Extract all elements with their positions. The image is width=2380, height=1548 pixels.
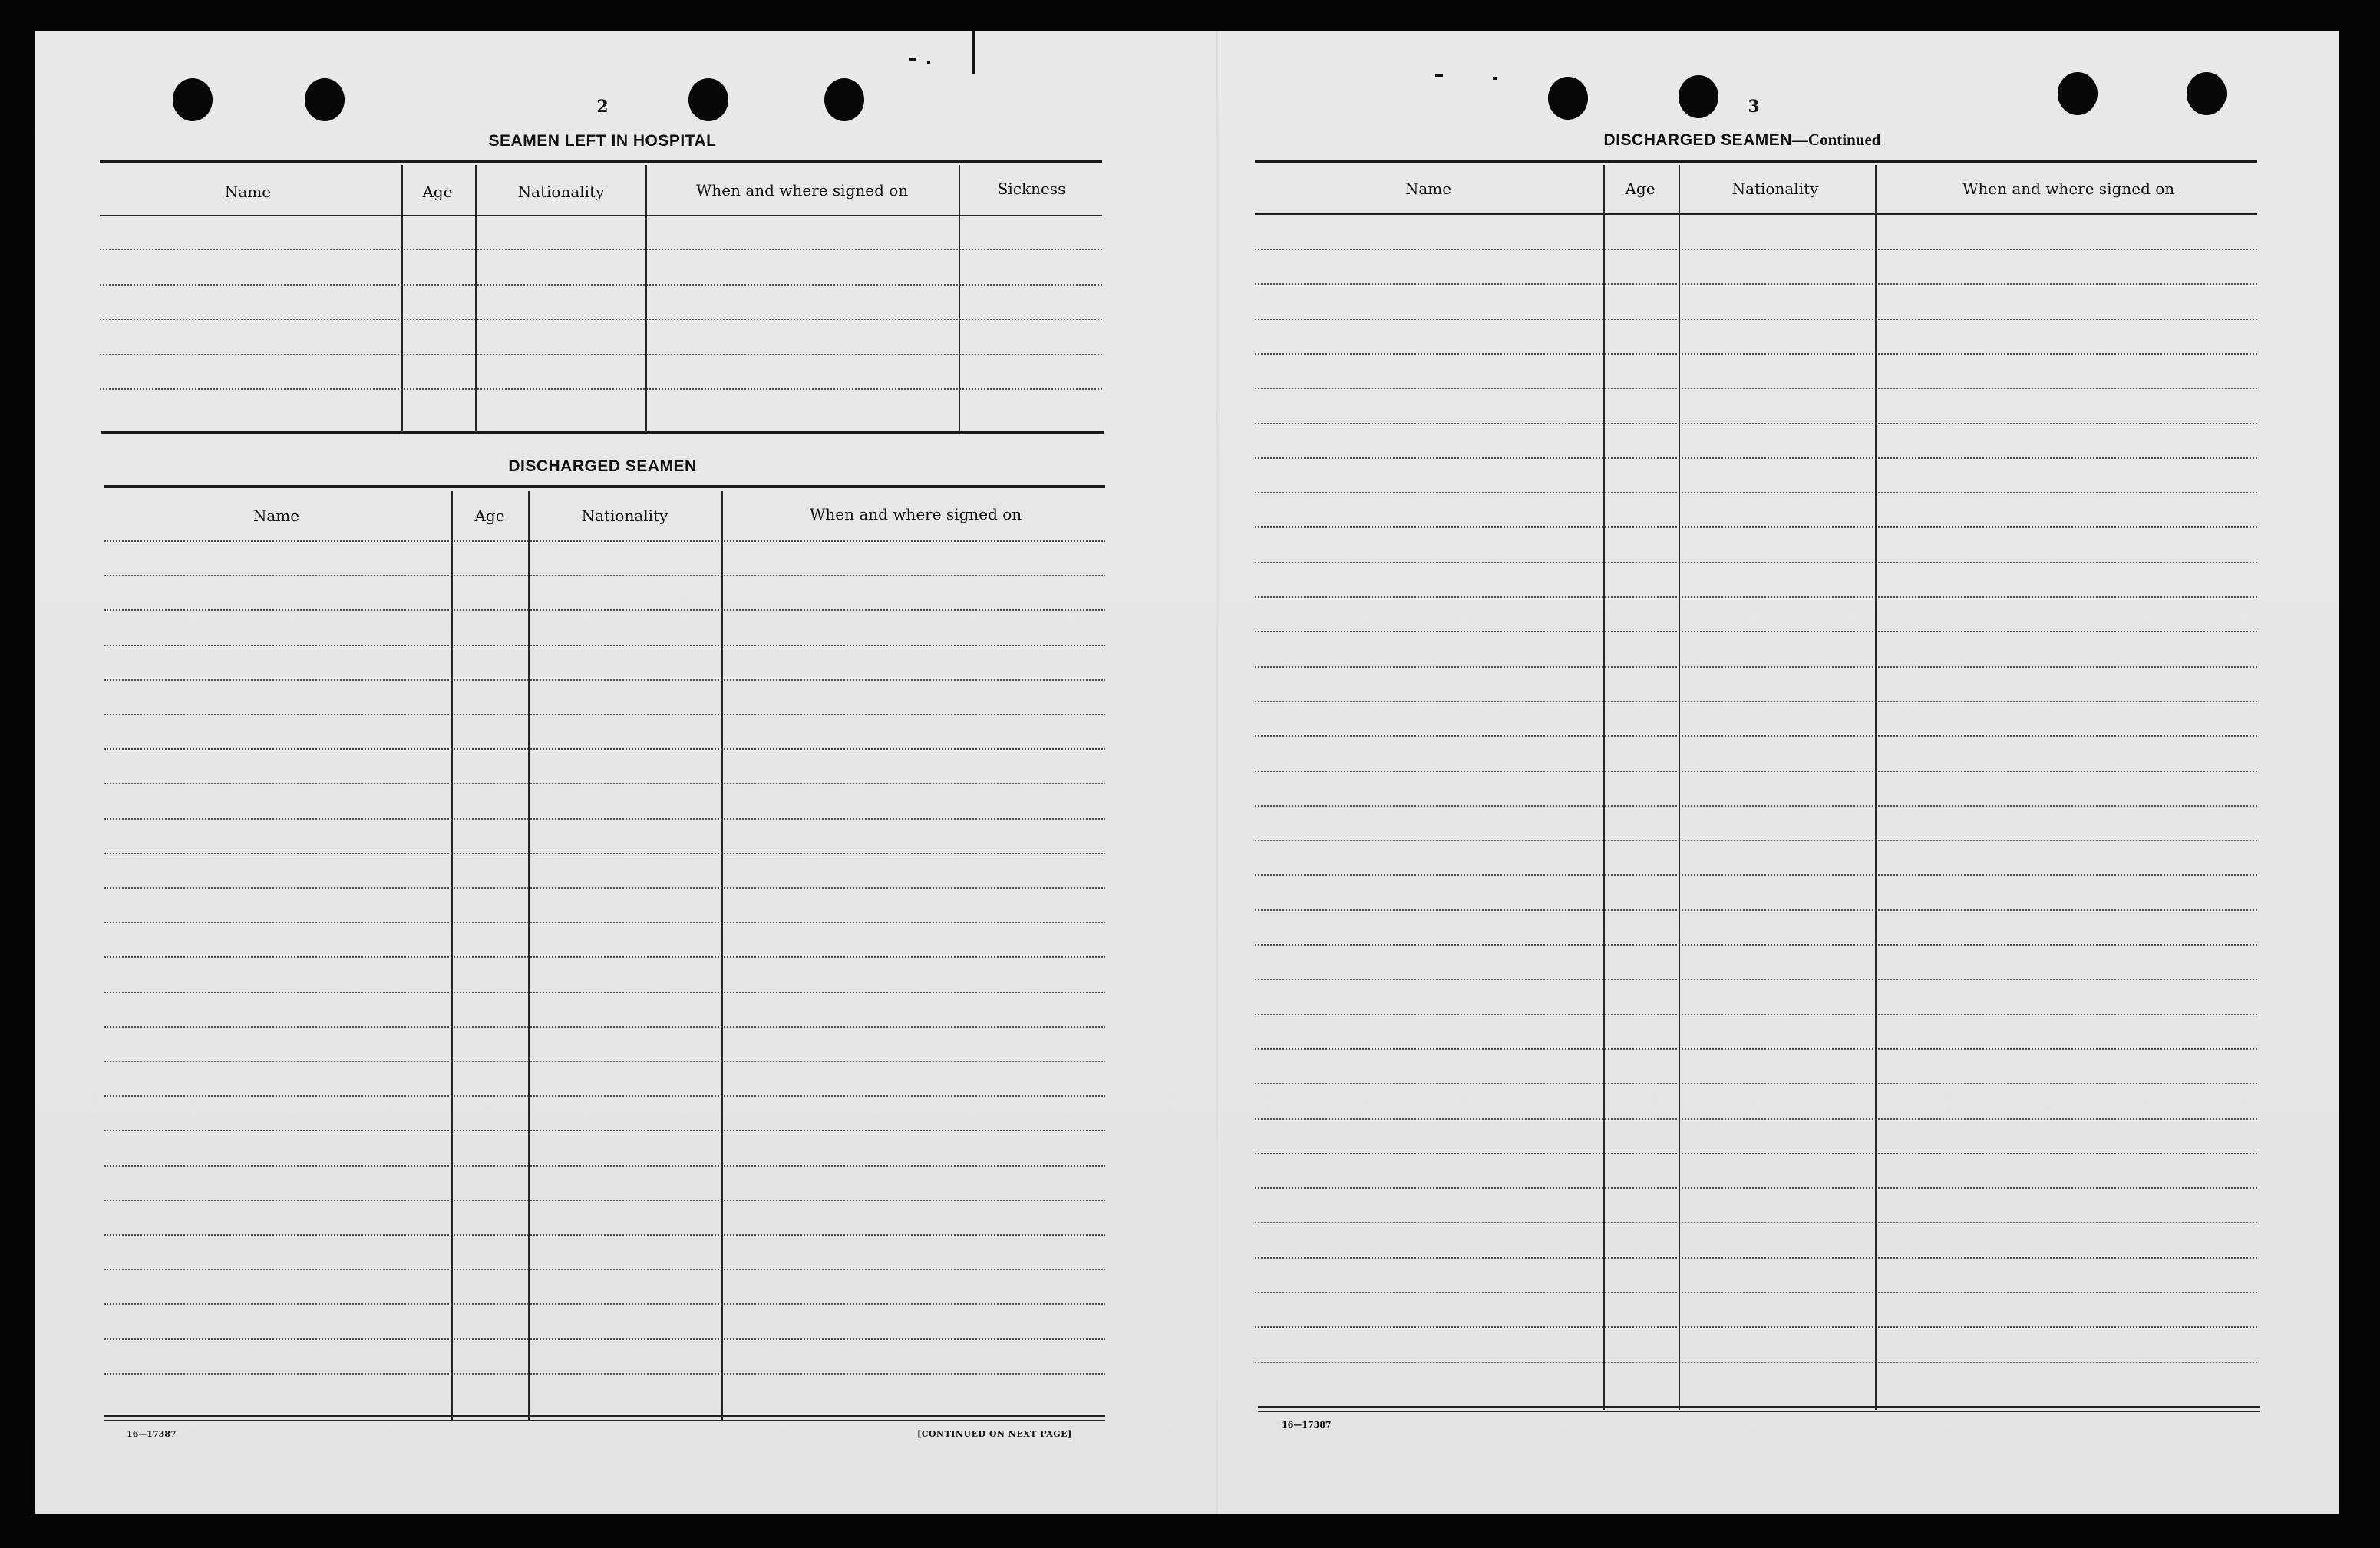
hospital-col-sickness: Sickness — [997, 180, 1066, 198]
ruled-line — [104, 818, 1105, 820]
ruled-line — [104, 1026, 1105, 1028]
ruled-line — [1255, 1014, 2257, 1015]
ruled-line — [104, 1303, 1105, 1305]
ruled-line — [104, 540, 1105, 542]
hospital-section-title: SEAMEN LEFT IN HOSPITAL — [488, 132, 717, 150]
center-fold — [1216, 31, 1220, 1514]
hospital-table-bottom-rule — [101, 431, 1104, 434]
punch-hole — [1548, 77, 1588, 120]
ruled-line — [1255, 492, 2257, 493]
discharged-col-divider — [451, 491, 453, 1420]
punch-hole — [824, 78, 864, 121]
ruled-line — [104, 1200, 1105, 1201]
right-header-rule — [1255, 213, 2257, 215]
ruled-line — [1255, 666, 2257, 668]
hospital-col-nationality: Nationality — [517, 183, 605, 201]
form-code-left: 16—17387 — [127, 1429, 177, 1439]
ruled-line — [1255, 1153, 2257, 1154]
discharged-col-divider — [721, 491, 723, 1420]
right-col-when-where: When and where signed on — [1962, 180, 2175, 198]
right-section-title-main: DISCHARGED SEAMEN — [1603, 131, 1792, 149]
punch-hole — [173, 78, 213, 121]
discharged-col-nationality: Nationality — [581, 507, 668, 525]
ruled-line — [1255, 388, 2257, 389]
ruled-line — [104, 1095, 1105, 1097]
right-bottom-rule — [1258, 1411, 2260, 1412]
ruled-line — [100, 284, 1102, 286]
ruled-line — [104, 679, 1105, 681]
ruled-line — [1255, 1118, 2257, 1120]
discharged-col-when-where: When and where signed on — [809, 505, 1022, 523]
ruled-line — [104, 1338, 1105, 1340]
punch-hole — [1679, 75, 1718, 118]
ruled-line — [1255, 701, 2257, 702]
hospital-col-divider — [401, 165, 403, 434]
hospital-table-top-rule — [100, 160, 1102, 163]
punch-hole — [2058, 72, 2098, 115]
ruled-line — [1255, 735, 2257, 737]
ruled-line — [100, 388, 1102, 390]
discharged-col-age: Age — [474, 507, 505, 525]
stray-mark — [927, 61, 930, 64]
punch-hole — [688, 78, 728, 121]
punch-hole — [2187, 72, 2227, 115]
ruled-line — [100, 319, 1102, 320]
ruled-line — [1255, 1292, 2257, 1293]
ruled-line — [1255, 1222, 2257, 1223]
document-sheet — [35, 31, 2339, 1514]
right-table-top-rule — [1255, 160, 2257, 163]
stray-mark — [909, 58, 916, 61]
ruled-line — [104, 887, 1105, 889]
ruled-line — [104, 1165, 1105, 1167]
ruled-line — [1255, 771, 2257, 772]
ruled-line — [1255, 1048, 2257, 1050]
discharged-section-title: DISCHARGED SEAMEN — [508, 457, 697, 475]
ruled-line — [1255, 283, 2257, 285]
right-section-title — [1604, 130, 1881, 150]
discharged-col-name: Name — [253, 507, 300, 525]
ruled-line — [104, 748, 1105, 750]
ruled-line — [1255, 631, 2257, 632]
ruled-line — [1255, 353, 2257, 355]
punch-hole — [305, 78, 345, 121]
ruled-line — [104, 575, 1105, 576]
ruled-line — [104, 853, 1105, 854]
stray-mark — [1435, 74, 1443, 77]
ruled-line — [104, 645, 1105, 646]
right-col-divider — [1679, 165, 1680, 1410]
ruled-line — [104, 922, 1105, 923]
ruled-line — [1255, 1187, 2257, 1189]
ruled-line — [1255, 944, 2257, 946]
hospital-header-rule — [100, 215, 1102, 216]
ruled-line — [1255, 423, 2257, 424]
ruled-line — [1255, 1326, 2257, 1328]
hospital-col-when-where: When and where signed on — [695, 181, 909, 200]
ruled-line — [1255, 1083, 2257, 1084]
hospital-col-name: Name — [224, 183, 272, 201]
right-col-name: Name — [1405, 180, 1452, 198]
ruled-line — [104, 1269, 1105, 1270]
ruled-line — [100, 354, 1102, 355]
ruled-line — [1255, 805, 2257, 807]
ruled-line — [104, 714, 1105, 715]
ruled-line — [1255, 457, 2257, 459]
ruled-line — [100, 249, 1102, 250]
ruled-line — [104, 992, 1105, 993]
discharged-table-top-rule — [104, 485, 1105, 488]
hospital-col-divider — [959, 165, 960, 434]
continued-note: [CONTINUED ON NEXT PAGE] — [917, 1429, 1072, 1439]
stray-mark — [972, 31, 975, 74]
ruled-line — [1255, 596, 2257, 598]
right-section-title-suffix: —Continued — [1791, 130, 1881, 149]
hospital-col-age: Age — [422, 183, 453, 201]
right-col-nationality: Nationality — [1731, 180, 1819, 198]
form-code-right: 16—17387 — [1282, 1420, 1332, 1430]
ruled-line — [104, 783, 1105, 784]
ruled-line — [1255, 1257, 2257, 1259]
page-number-right: 3 — [1748, 97, 1760, 117]
stray-mark — [1493, 77, 1497, 80]
ruled-line — [1255, 562, 2257, 563]
ruled-line — [1255, 840, 2257, 841]
ruled-line — [104, 956, 1105, 958]
ruled-line — [1255, 979, 2257, 980]
discharged-bottom-rule — [104, 1415, 1105, 1417]
hospital-col-divider — [645, 165, 647, 434]
right-col-divider — [1603, 165, 1605, 1410]
ruled-line — [104, 1130, 1105, 1131]
hospital-col-divider — [475, 165, 477, 434]
ruled-line — [1255, 249, 2257, 250]
ruled-line — [104, 1234, 1105, 1236]
ruled-line — [1255, 874, 2257, 876]
ruled-line — [1255, 1362, 2257, 1363]
right-bottom-rule — [1258, 1406, 2260, 1408]
ruled-line — [104, 1061, 1105, 1062]
ruled-line — [104, 1373, 1105, 1375]
right-col-divider — [1875, 165, 1877, 1410]
ruled-line — [1255, 319, 2257, 320]
ruled-line — [1255, 526, 2257, 528]
discharged-col-divider — [528, 491, 530, 1420]
page-number-left: 2 — [596, 97, 609, 117]
ruled-line — [104, 609, 1105, 611]
right-col-age: Age — [1625, 180, 1655, 198]
discharged-bottom-rule — [104, 1420, 1105, 1421]
ruled-line — [1255, 909, 2257, 911]
